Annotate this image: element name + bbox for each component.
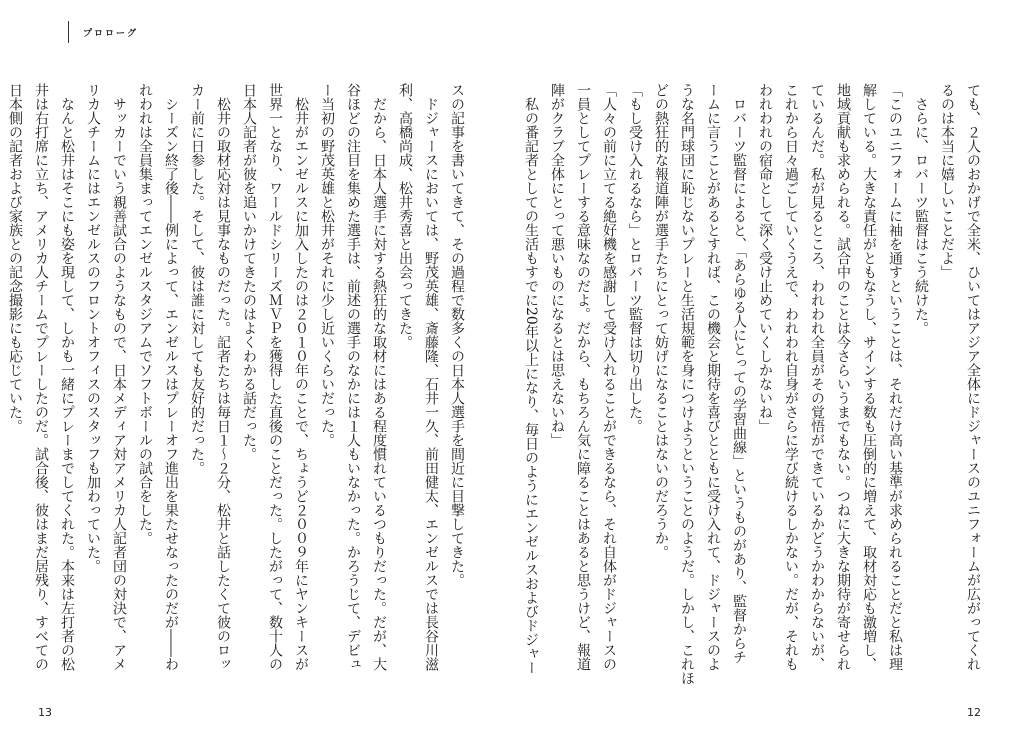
text-line: さらに、ロバーツ監督はこう続けた。 [913,83,929,335]
text-line: 「人々の前に立てる絶好機を感謝して受け入れることができるなら、それ自体がドジャースの [601,83,617,671]
text-line: ームに言うことがあるとすれば、この機会と期待を喜びとともに受け入れて、ドジャースのよ [705,83,721,671]
section-title: プロローグ [83,28,139,39]
text-line: れわれは全員集まってエンゼルスタジアムでソフトボールの試合をした。 [137,83,153,545]
text-line: ロバーツ監督によると、「あらゆる人にとっての学習曲線」というものがあり、監督からチ [731,83,747,664]
text-line: 「このユニフォームに袖を通すということは、それだけ高い基準が求められることだと私は理 [887,83,903,671]
text-line: 利、高橋尚成、松井秀喜と出会ってきた。 [397,83,413,349]
text-line: どの熱狂的な報道陣が選手たちにとって妨げになることはないのだろうか。 [653,83,669,559]
text-line: 松井の取材応対は見事なものだった。記者たちは毎日１〜２分、松井と話したくて彼のロッ [215,83,231,671]
text-line: サッカーでいう親善試合のようなもので、日本メディア対アメリカ人記者団の対決で、アメ [111,83,127,671]
text-line: ドジャースにおいては、野茂英雄、斎藤隆、石井一久、前田健太、エンゼルスでは長谷川滋 [423,83,439,671]
text-line: これから日々過ごしていくうえで、われわれ自身がさらに学び続けるしかない。だが、それも [783,83,799,671]
text-line: 井は右打席に立ち、アメリカ人チームでプレーしたのだ。試合後、彼はまだ居残り、すべての [33,83,49,671]
text-line: ー当初の野茂英雄と松井がそれに少し近いくらいだった。 [319,83,335,447]
text-line: 松井がエンゼルスに加入したのは２０１０年のことで、ちょうど２００９年にヤンキースが [293,83,309,671]
text-line: シーズン終了後――例によって、エンゼルスはプレーオフ進出を果たせなったのだが――わ [163,83,179,671]
text-line: うな名門球団に恥じないプレーと生活規範を身につけようということのようだ。しかし、これほ [679,83,695,685]
page-number-left: 13 [38,706,52,719]
text-line: ても、２人のおかげで全米、ひいてはアジア全体にドジャースのユニフォームが広がってくれ [965,83,981,671]
text-line: 一員としてプレーする意味なのだよ。だから、もちろん気に障ることはあると思うけど、報道 [575,83,591,671]
text-line: 解している。大きな責任がともなうし、サインする数も圧倒的に増えて、取材対応も激増し、 [861,83,877,671]
left-page-text [7,83,470,671]
right-page-text [523,83,986,685]
text-line: 地域貢献も求められる。試合中のことは今さらいうまでもない。つねに大きな期待が寄せられ [835,83,851,671]
text-line: 谷ほどの注目を集めた選手は、前述の選手のなかには１人もいなかった。かろうじて、デビュ [345,83,361,671]
text-line: 日本人記者が彼を追いかけてきたのはよくわかる話だった。 [241,83,257,461]
text-line: 日本側の記者および家族との記念撮影にも応じていた。 [7,83,23,433]
text-line: 「もし受け入れるなら」とロバーツ監督は切り出した。 [627,83,643,433]
running-header [68,21,138,43]
text-line: リカ人チームにはエンゼルスのフロントオフィスのスタッフも加わっていた。 [85,83,101,573]
text-line: カー前に日参した。そして、彼は誰に対しても友好的だった。 [189,83,205,475]
text-line: だから、日本人選手に対する熱狂的な取材にはある程度慣れているつもりだった。だが、大 [371,83,387,671]
header-divider [68,21,69,43]
text-line: るのは本当に嬉しいことだよ」 [939,83,955,279]
text-line: なんと松井はそこにも姿を現して、しかも一緒にプレーまでしてくれた。本来は左打者の松 [59,83,75,671]
text-line: スの記事を書いてきて、その過程で数多くの日本人選手を間近に目撃してきた。 [449,83,465,587]
page-number-right: 12 [967,706,981,719]
text-line: 世界一となり、ワールドシリーズＭＶＰを獲得した直後のことだった。したがって、数十人の [267,83,283,671]
text-line: われわれの宿命として深く受け止めていくしかないね」 [757,83,773,433]
text-line: 陣がクラブ全体にとって悪いものになるとは思えないね」 [549,83,565,447]
text-line: 私の番記者としての生活もすでに20年以上になり、毎日のようにエンゼルスおよびドジャー [523,83,539,675]
text-line: ているんだ。私が見るところ、われわれ全員がその覚悟ができているかどうかわからないが、 [809,83,825,671]
